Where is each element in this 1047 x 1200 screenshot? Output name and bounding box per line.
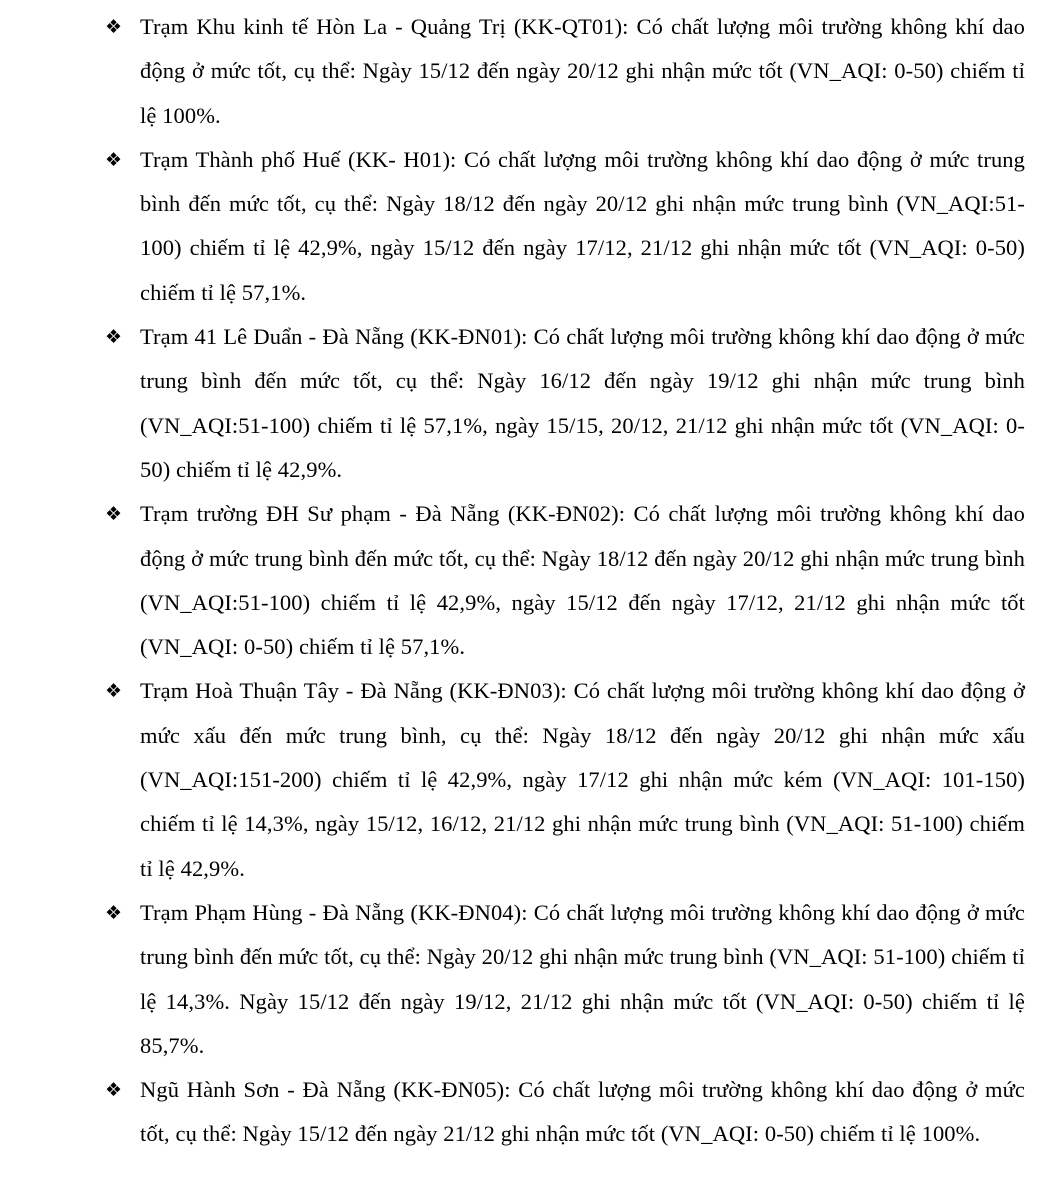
list-item-text: Ngũ Hành Sơn - Đà Nẵng (KK-ĐN05): Có chất lượng môi trường không khí dao động ở mức tốt, cụ thể: Ngày 15/12 đến ngày 21/12 ghi nhận mức tốt (VN_AQI: 0-50) chiếm tỉ lệ 100%. bbox=[140, 1077, 1025, 1147]
diamond-bullet-icon: ❖ bbox=[105, 16, 123, 38]
list-item-text: Trạm Hoà Thuận Tây - Đà Nẵng (KK-ĐN03): Có chất lượng môi trường không khí dao động ở mức xấu đến mức trung bình, cụ thể: Ngày 18/12 đến ngày 20/12 ghi nhận mức xấu (VN_AQI:151-200) chiếm tỉ lệ 42,9%, ngày 17/12 ghi nhận mức kém (VN_AQI: 101-150) chiếm tỉ lệ 14,3%, ngày 15/12, 16/12, 21/12 ghi nhận mức trung bình (VN_AQI: 51-100) chiếm tỉ lệ 42,9%. bbox=[140, 678, 1025, 881]
diamond-bullet-icon: ❖ bbox=[105, 326, 123, 349]
diamond-bullet-icon: ❖ bbox=[105, 503, 123, 526]
list-item bbox=[103, 669, 1025, 890]
list-item bbox=[103, 1068, 1025, 1157]
list-item-text: Trạm Khu kinh tế Hòn La - Quảng Trị (KK-QT01): Có chất lượng môi trường không khí dao động ở mức tốt, cụ thể: Ngày 15/12 đến ngày 20/12 ghi nhận mức tốt (VN_AQI: 0-50) chiếm tỉ lệ 100%. bbox=[140, 14, 1025, 128]
list-item-text: Trạm 41 Lê Duẩn - Đà Nẵng (KK-ĐN01): Có chất lượng môi trường không khí dao động ở mức trung bình đến mức tốt, cụ thể: Ngày 16/12 đến ngày 19/12 ghi nhận mức trung bình (VN_AQI:51-100) chiếm tỉ lệ 57,1%, ngày 15/15, 20/12, 21/12 ghi nhận mức tốt (VN_AQI: 0-50) chiếm tỉ lệ 42,9%. bbox=[140, 324, 1025, 482]
diamond-bullet-icon: ❖ bbox=[105, 680, 123, 703]
list-item bbox=[103, 492, 1025, 669]
diamond-bullet-icon: ❖ bbox=[105, 901, 123, 924]
list-item-text: Trạm Phạm Hùng - Đà Nẵng (KK-ĐN04): Có chất lượng môi trường không khí dao động ở mức trung bình đến mức tốt, cụ thể: Ngày 20/12 ghi nhận mức trung bình (VN_AQI: 51-100) chiếm tỉ lệ 14,3%. Ngày 15/12 đến ngày 19/12, 21/12 ghi nhận mức tốt (VN_AQI: 0-50) chiếm tỉ lệ 85,7%. bbox=[140, 899, 1025, 1058]
list-item bbox=[103, 315, 1025, 492]
diamond-bullet-icon: ❖ bbox=[105, 1079, 123, 1102]
list-item-text: Trạm Thành phố Huế (KK- H01): Có chất lượng môi trường không khí dao động ở mức trung bình đến mức tốt, cụ thể: Ngày 18/12 đến ngày 20/12 ghi nhận mức trung bình (VN_AQI:51-100) chiếm tỉ lệ 42,9%, ngày 15/12 đến ngày 17/12, 21/12 ghi nhận mức tốt (VN_AQI: 0-50) chiếm tỉ lệ 57,1%. bbox=[140, 146, 1025, 305]
list-item bbox=[103, 891, 1025, 1068]
list-item bbox=[103, 138, 1025, 315]
list-item bbox=[103, 5, 1025, 138]
list-item-text: Trạm trường ĐH Sư phạm - Đà Nẵng (KK-ĐN02): Có chất lượng môi trường không khí dao động ở mức trung bình đến mức tốt, cụ thể: Ngày 18/12 đến ngày 20/12 ghi nhận mức trung bình (VN_AQI:51-100) chiếm tỉ lệ 42,9%, ngày 15/12 đến ngày 17/12, 21/12 ghi nhận mức tốt (VN_AQI: 0-50) chiếm tỉ lệ 57,1%. bbox=[140, 501, 1025, 660]
diamond-bullet-icon: ❖ bbox=[105, 148, 123, 171]
